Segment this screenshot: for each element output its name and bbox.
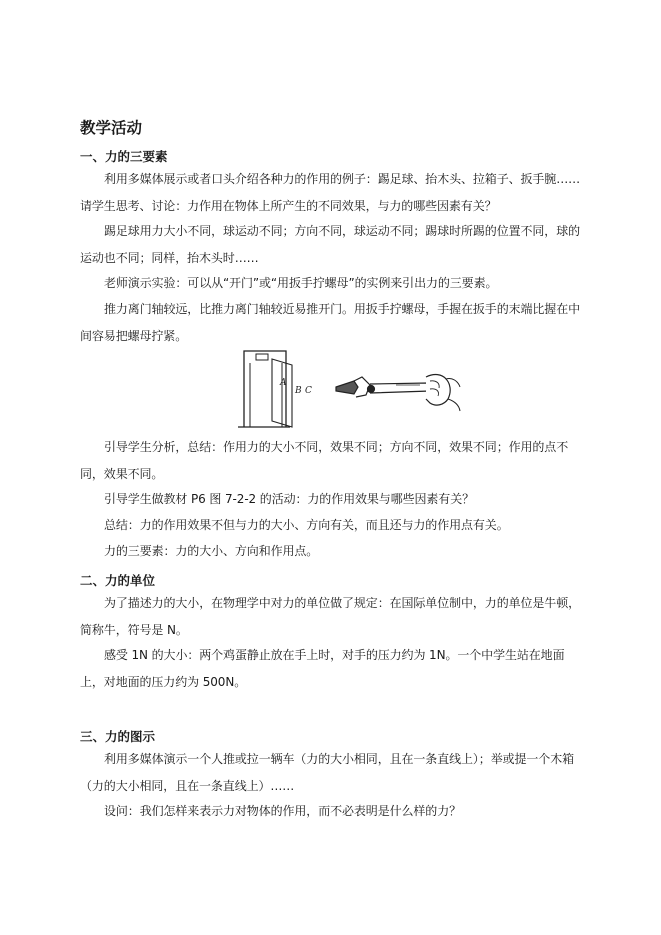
door-illustration bbox=[238, 351, 292, 427]
paragraph: 设问：我们怎样来表示力对物体的作用，而不必表明是什么样的力？ bbox=[104, 804, 462, 818]
paragraph: 踢足球用力大小不同，球运动不同；方向不同，球运动不同；踢球时所踢的位置不同，球的运动也不同；同样，抬木头时…… bbox=[80, 224, 581, 265]
paragraph: 力的三要素：力的大小、方向和作用点。 bbox=[104, 544, 319, 558]
door-point-labels bbox=[279, 378, 312, 396]
door-and-wrench-figure bbox=[230, 347, 470, 429]
paragraph: 总结：力的作用效果不但与力的大小、方向有关，而且还与力的作用点有关。 bbox=[104, 518, 509, 532]
point-label-b: B bbox=[295, 386, 302, 396]
page-title: 教学活动 bbox=[80, 119, 143, 137]
paragraph: 利用多媒体演示一个人推或拉一辆车（力的大小相同，且在一条直线上）；举或提一个木箱（力的大小相同，且在一条直线上）…… bbox=[80, 752, 575, 793]
paragraph: 推力离门轴较远，比推力离门轴较近易推开门。用扳手拧螺母，手握在扳手的末端比握在中间容易把螺母拧紧。 bbox=[80, 302, 581, 343]
section-heading-3: 三、力的图示 bbox=[80, 729, 156, 744]
wrench-illustration bbox=[336, 375, 460, 411]
paragraph: 感受 1N 的大小：两个鸡蛋静止放在手上时，对手的压力约为 1N。一个中学生站在地面上，对地面的压力约为 500N。 bbox=[80, 648, 565, 689]
paragraph: 老师演示实验：可以从“开门”或“用扳手拧螺母”的实例来引出力的三要素。 bbox=[104, 276, 498, 290]
paragraph: 引导学生分析，总结：作用力的大小不同，效果不同；方向不同，效果不同；作用的点不同，效果不同。 bbox=[80, 440, 569, 481]
section-heading-2: 二、力的单位 bbox=[80, 573, 156, 588]
point-label-a: A bbox=[280, 378, 287, 388]
paragraph: 利用多媒体展示或者口头介绍各种力的作用的例子：踢足球、抬木头、拉箱子、扳手腕……请学生思考、讨论：力作用在物体上所产生的不同效果，与力的哪些因素有关？ bbox=[80, 172, 581, 213]
section-heading-1: 一、力的三要素 bbox=[80, 149, 168, 164]
paragraph: 为了描述力的大小，在物理学中对力的单位做了规定：在国际单位制中，力的单位是牛顿，简称牛，符号是 N。 bbox=[80, 596, 581, 637]
point-label-c: C bbox=[305, 386, 312, 396]
paragraph: 引导学生做教材 P6 图 7-2-2 的活动：力的作用效果与哪些因素有关？ bbox=[104, 492, 474, 506]
